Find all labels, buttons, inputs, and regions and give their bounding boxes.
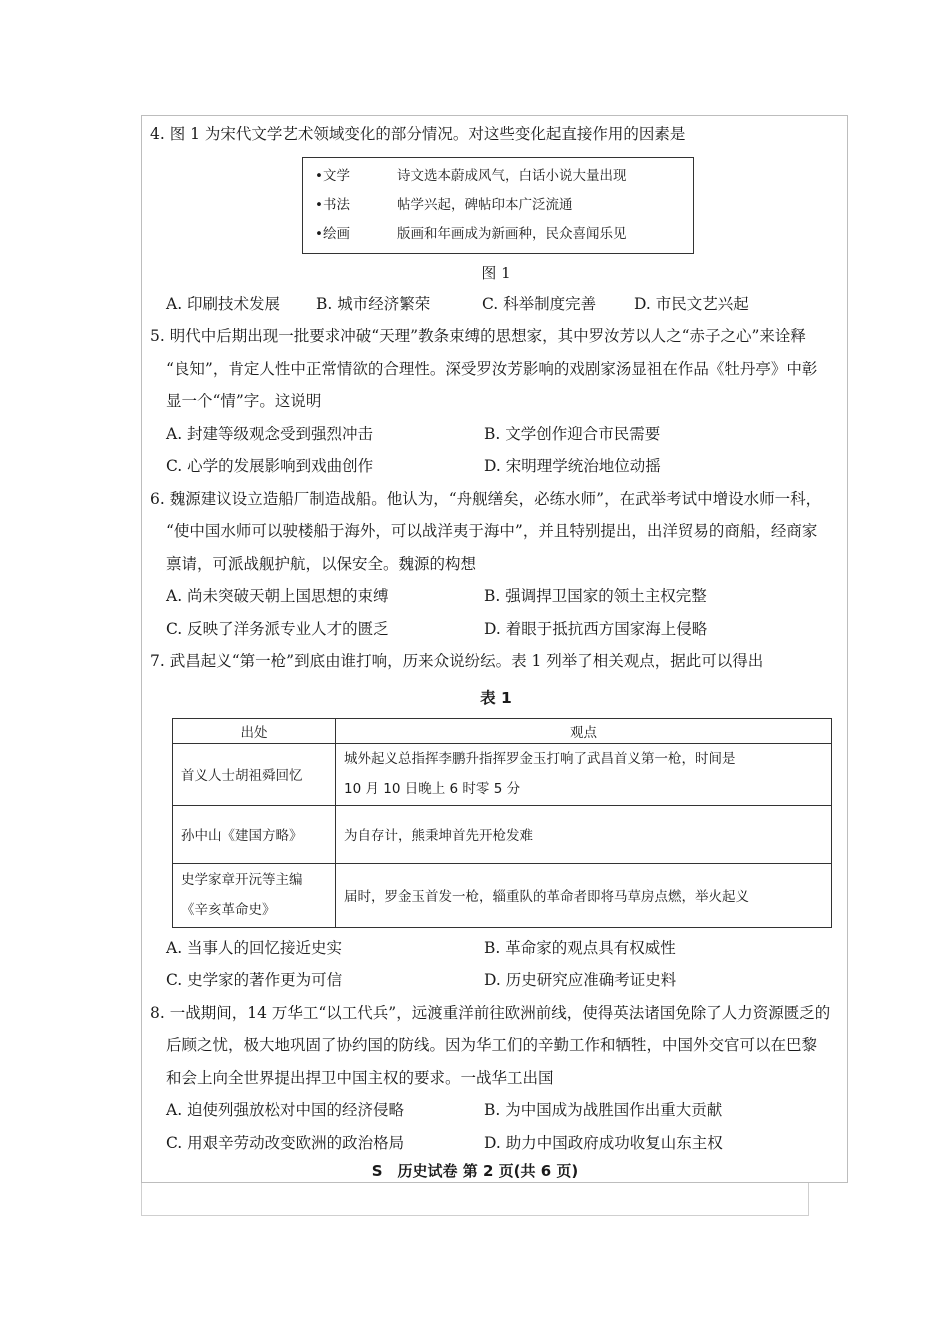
question-5 [150, 320, 842, 483]
page-footer: S 历史试卷 第 2 页(共 6 页) [371, 1162, 579, 1180]
source-line: 孙中山《建国方略》 [181, 828, 303, 844]
exam-content [150, 118, 842, 1159]
option-d: D. 历史研究应准确考证史料 [484, 971, 677, 989]
figure-1-key: •书法 [315, 196, 350, 213]
question-4-options [166, 288, 842, 321]
option-c: C. 用艰辛劳动改变欧洲的政治格局 [166, 1133, 405, 1152]
question-4 [150, 118, 842, 320]
view-line: 届时，罗金玉首发一枪，辎重队的革命者即将马草房点燃，举火起义 [344, 889, 749, 905]
option-c: C. 科举制度完善 [482, 294, 597, 313]
table-cell-view [336, 863, 832, 927]
figure-1-text: 版画和年画成为新画种，民众喜闻乐见 [397, 225, 627, 242]
question-4-stem: 4. 图 1 为宋代文学艺术领域变化的部分情况。对这些变化起直接作用的因素是 [150, 125, 686, 143]
source-line: 史学家章开沅等主编 [181, 872, 303, 888]
option-d: D. 市民文艺兴起 [634, 294, 749, 313]
figure-1-row [315, 191, 681, 220]
question-6-line: “使中国水师可以驶楼船于海外，可以战洋夷于海中”，并且特别提出，出洋贸易的商船，经商家 [166, 522, 818, 540]
table-cell-source [173, 805, 336, 863]
option-c: C. 史学家的著作更为可信 [166, 971, 343, 989]
figure-1-row [315, 220, 681, 249]
question-6-line: 6. 魏源建议设立造船厂制造战船。他认为，“舟舰缮矣，必练水师”，在武举考试中增设水师一科， [150, 489, 822, 508]
option-a: A. 封建等级观念受到强烈冲击 [166, 424, 374, 443]
question-5-options [166, 418, 842, 483]
figure-1-text: 诗文选本蔚成风气，白话小说大量出现 [397, 167, 627, 184]
table-row [173, 805, 832, 863]
source-line: 首义人士胡祖舜回忆 [181, 768, 303, 784]
table-cell-source [173, 863, 336, 927]
figure-1-caption: 图 1 [481, 263, 511, 282]
question-6 [150, 483, 842, 646]
table-row [173, 743, 832, 805]
question-5-line: 显一个“情”字。这说明 [166, 392, 322, 410]
option-a: A. 迫使列强放松对中国的经济侵略 [166, 1101, 405, 1119]
figure-1-key: •文学 [315, 167, 350, 184]
figure-1-text: 帖学兴起，碑帖印本广泛流通 [397, 196, 573, 213]
figure-1-key: •绘画 [315, 225, 350, 242]
view-line: 为自存计，熊秉坤首先开枪发难 [344, 828, 533, 844]
question-8 [150, 997, 842, 1160]
option-b: B. 文学创作迎合市民需要 [484, 424, 661, 443]
question-5-line: “良知”，肯定人性中正常情欲的合理性。深受罗汝芳影响的戏剧家汤显祖在作品《牡丹亭》中彰 [166, 359, 818, 378]
question-6-line: 禀请，可派战舰护航，以保安全。魏源的构想 [166, 554, 477, 573]
question-6-options [166, 580, 842, 645]
question-8-line: 和会上向全世界提出捍卫中国主权的要求。一战华工出国 [166, 1068, 554, 1087]
source-line: 《辛亥革命史》 [181, 902, 276, 918]
question-8-line: 8. 一战期间，14 万华工“以工代兵”，远渡重洋前往欧洲前线，使得英法诸国免除了人力资源匮乏的 [150, 1003, 831, 1022]
table-row [173, 863, 832, 927]
figure-1-box [302, 157, 694, 254]
option-d: D. 着眼于抵抗西方国家海上侵略 [484, 619, 708, 638]
option-a: A. 尚未突破天朝上国思想的束缚 [166, 587, 389, 605]
table-cell-view [336, 805, 832, 863]
option-b: B. 城市经济繁荣 [316, 294, 431, 313]
question-8-options [166, 1094, 842, 1159]
question-8-line: 后顾之忧，极大地巩固了协约国的防线。因为华工们的辛勤工作和牺牲，中国外交官可以在巴黎 [166, 1036, 818, 1054]
question-7-stem: 7. 武昌起义“第一枪”到底由谁打响，历来众说纷纭。表 1 列举了相关观点，据此可以得出 [150, 652, 764, 670]
question-5-line: 5. 明代中后期出现一批要求冲破“天理”教条束缚的思想家，其中罗汝芳以人之“赤子之心”来诠释 [150, 327, 806, 345]
table-header-source: 出处 [173, 718, 336, 743]
question-7 [150, 645, 842, 997]
option-b: B. 革命家的观点具有权威性 [484, 938, 676, 957]
table-header-row [173, 718, 832, 743]
option-a: A. 当事人的回忆接近史实 [166, 938, 343, 957]
page-bottom-rule [141, 1183, 809, 1216]
view-line: 城外起义总指挥李鹏升指挥罗金玉打响了武昌首义第一枪，时间是 [344, 751, 736, 767]
option-d: D. 助力中国政府成功收复山东主权 [484, 1133, 723, 1152]
view-line: 10 月 10 日晚上 6 时零 5 分 [344, 781, 521, 797]
table-1-caption: 表 1 [480, 688, 512, 707]
option-c: C. 反映了洋务派专业人才的匮乏 [166, 619, 389, 638]
option-b: B. 强调捍卫国家的领土主权完整 [484, 587, 707, 605]
option-b: B. 为中国成为战胜国作出重大贡献 [484, 1101, 723, 1119]
question-7-options [166, 932, 842, 997]
figure-1-row [315, 162, 681, 191]
table-cell-source [173, 743, 336, 805]
table-cell-view [336, 743, 832, 805]
table-1 [172, 718, 832, 928]
option-c: C. 心学的发展影响到戏曲创作 [166, 457, 374, 475]
option-a: A. 印刷技术发展 [166, 294, 281, 313]
option-d: D. 宋明理学统治地位动摇 [484, 457, 661, 475]
table-header-view: 观点 [336, 718, 832, 743]
